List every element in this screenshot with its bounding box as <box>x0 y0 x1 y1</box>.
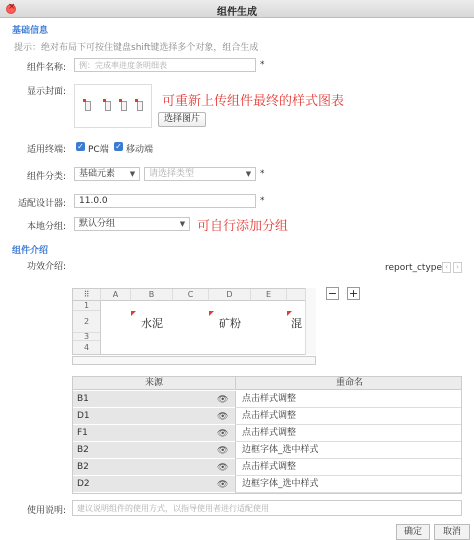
row-header: 2 <box>73 311 101 333</box>
category-label: 组件分类: <box>26 172 66 182</box>
usage-label: 使用说明: <box>26 506 66 516</box>
source-cell: B2 <box>73 442 235 459</box>
cover-label: 显示封面: <box>26 87 66 97</box>
sheet-corner: ⠿ <box>73 289 101 301</box>
column-header: E <box>251 289 287 301</box>
zoom-in-button[interactable]: + <box>348 287 359 300</box>
table-row[interactable] <box>73 442 462 459</box>
hint-text: 提示：绝对布局下可按住键盘shift键选择多个对象，组合生成 <box>14 43 259 53</box>
pc-checkbox-label: PC端 <box>88 145 109 155</box>
horizontal-scrollbar[interactable] <box>72 356 316 365</box>
eye-icon[interactable]: 👁 <box>217 412 229 422</box>
eye-icon[interactable]: 👁 <box>217 480 229 490</box>
pc-checkbox[interactable]: ✓ <box>77 142 84 151</box>
rename-cell[interactable]: 点击样式调整 <box>235 391 462 408</box>
report-name: report_ctype <box>385 263 443 273</box>
rename-cell[interactable]: 点击样式调整 <box>235 425 462 442</box>
rename-cell[interactable]: 点击样式调整 <box>235 459 462 476</box>
group-value: 默认分组 <box>79 219 116 229</box>
sheet-cell: 水泥 <box>141 317 163 330</box>
eye-icon[interactable]: 👁 <box>217 429 229 439</box>
column-header-source: 来源 <box>73 377 235 390</box>
terminal-label: 适用终端: <box>26 145 66 155</box>
annotation-add-group: 可自行添加分组 <box>197 219 289 234</box>
chevron-left-icon[interactable]: ‹ <box>442 262 451 273</box>
rename-cell[interactable]: 点击样式调整 <box>235 408 462 425</box>
eye-icon[interactable]: 👁 <box>217 446 229 456</box>
required-mark: * <box>260 60 265 70</box>
mobile-checkbox[interactable]: ✓ <box>115 142 122 151</box>
eye-icon[interactable]: 👁 <box>217 463 229 473</box>
source-cell: F1 <box>73 425 235 442</box>
table-row[interactable] <box>73 459 462 476</box>
zoom-out-button[interactable]: − <box>327 287 338 300</box>
eye-icon[interactable]: 👁 <box>217 395 229 405</box>
sheet-cell: 矿粉 <box>219 317 241 330</box>
chevron-down-icon: ▼ <box>245 170 252 178</box>
required-mark: * <box>260 169 265 179</box>
source-cell: B1 <box>73 391 235 408</box>
rename-cell[interactable]: 边框字体_选中样式 <box>235 442 462 459</box>
chevron-down-icon: ▼ <box>129 170 136 178</box>
column-header-rename: 重命名 <box>235 377 462 390</box>
spreadsheet-preview[interactable] <box>72 288 316 355</box>
annotation-reupload: 可重新上传组件最终的样式图表 <box>162 94 345 109</box>
cancel-button[interactable]: 取消 <box>434 524 470 540</box>
category-select[interactable] <box>74 167 140 181</box>
designer-label: 适配设计器: <box>17 199 66 209</box>
sheet-cell: 混 <box>291 317 302 330</box>
section-intro: 组件介绍 <box>12 246 49 256</box>
vertical-scrollbar[interactable] <box>305 288 316 355</box>
table-row[interactable] <box>73 476 462 493</box>
section-basic-info: 基础信息 <box>12 26 49 36</box>
row-header: 3 <box>73 333 101 341</box>
usage-textarea[interactable]: 建议说明组件的使用方式，以指导使用者进行适配使用 <box>72 500 462 516</box>
mobile-checkbox-label: 移动端 <box>126 145 154 155</box>
type-placeholder: 请选择类型 <box>149 169 195 179</box>
source-cell: D2 <box>73 476 235 493</box>
designer-version-input[interactable]: 11.0.0 <box>74 194 256 208</box>
confirm-button[interactable]: 确定 <box>396 524 430 540</box>
rename-cell[interactable]: 边框字体_选中样式 <box>235 476 462 493</box>
choose-image-button[interactable]: 选择图片 <box>158 112 206 127</box>
cover-preview-image <box>74 84 152 128</box>
column-header: C <box>173 289 209 301</box>
effect-intro-label: 功效介绍: <box>26 262 66 272</box>
row-header: 4 <box>73 341 101 355</box>
required-mark: * <box>260 196 265 206</box>
source-cell: D1 <box>73 408 235 425</box>
source-cell: B2 <box>73 459 235 476</box>
name-label: 组件名称: <box>26 63 66 73</box>
group-select[interactable] <box>74 217 190 231</box>
window-title: 组件生成 <box>217 7 257 18</box>
table-row[interactable] <box>73 391 462 408</box>
window-titlebar <box>0 0 474 18</box>
category-value: 基础元素 <box>79 169 116 179</box>
column-header: A <box>101 289 131 301</box>
chevron-down-icon: ▼ <box>179 220 186 228</box>
column-header: D <box>209 289 251 301</box>
table-row[interactable] <box>73 425 462 442</box>
component-name-input[interactable]: 例：完成率进度条明细表 <box>74 58 256 72</box>
rename-table <box>72 376 462 494</box>
type-select[interactable] <box>144 167 256 181</box>
row-header: 1 <box>73 301 101 311</box>
group-label: 本地分组: <box>26 222 66 232</box>
table-row[interactable] <box>73 408 462 425</box>
column-header: B <box>131 289 173 301</box>
chevron-right-icon[interactable]: › <box>453 262 462 273</box>
